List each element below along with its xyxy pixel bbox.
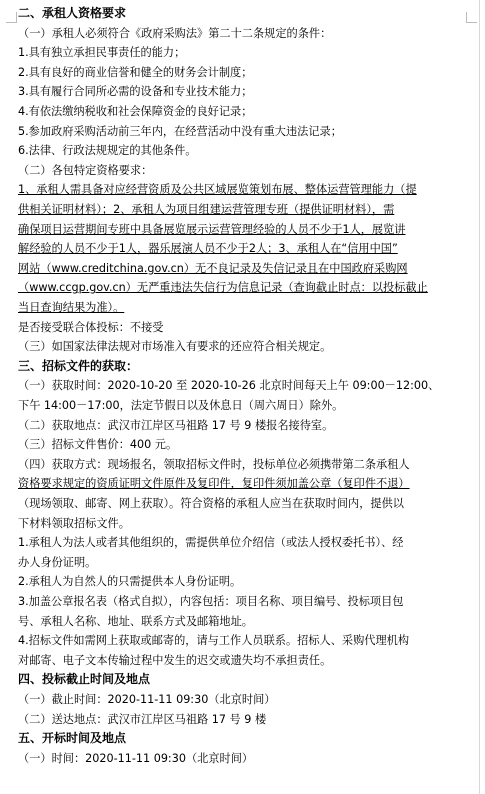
text-line: 下午 14:00－17:00，法定节假日以及休息日（周六周日）除外。 (18, 399, 344, 412)
text-line: （二）各包特定资格要求： (18, 163, 153, 177)
text-line: 1.承租人为法人或者其他组织的，需提供单位介绍信（或法人授权委托书）、经 (18, 536, 404, 550)
text-line: （www.ccgp.gov.cn）无严重违法失信行为信息记录（查询截止时点：以投标截止 (18, 281, 428, 295)
text-line: （二）获取地点：武汉市江岸区马祖路 17 号 9 楼报名接待室。 (18, 418, 334, 432)
text-line: 对邮寄、电子文本传输过程中发生的迟交或遗失均不承担责任。 (18, 653, 332, 667)
text-line: （三）如国家法律法规对市场准入有要求的还应符合相关规定。 (18, 340, 332, 354)
text-line: 确保项目运营期间专班中具备展览展示运营管理经验的人员不少于1人，展览讲 (18, 222, 406, 236)
page-edge (479, 0, 480, 794)
text-line: 办人身份证明。 (18, 555, 97, 569)
text-line: 下材料领取招标文件。 (18, 516, 130, 530)
text-line: （一）获取时间：2020-10-20 至 2020-10-26 北京时间每天上午 09:00－12:00、 (18, 379, 440, 393)
text-line: （现场领取、邮寄、网上获取）。符合资格的承租人应当在获取时间内，提供以 (18, 497, 404, 510)
document-page (14, 0, 480, 794)
text-line: （一）承租人必须符合《政府采购法》第二十二条规定的条件： (18, 26, 332, 40)
corner-mark-left (6, 12, 17, 23)
text-line: 网站（www.creditchina.gov.cn）无不良记录及失信记录且在中国政府采购网 (18, 261, 408, 275)
text-line: 资格要求规定的资质证明文件原件及复印件，复印件须加盖公章（复印件不退） (18, 477, 410, 491)
text-line: 2.具有良好的商业信誉和健全的财务会计制度； (18, 65, 253, 79)
text-line: （一）时间：2020-11-11 09:30（北京时间） (18, 751, 254, 765)
text-line: 3.具有履行合同所必需的设备和专业技术能力； (18, 85, 253, 99)
text-line: 号、承租人名称、地址、联系方式及邮箱地址。 (18, 614, 253, 628)
section-heading: 四、投标截止时间及地点 (18, 672, 151, 687)
text-line: 解经验的人员不少于1人，器乐展演人员不少于2人；3、承租人在“信用中国” (18, 242, 398, 256)
section-heading: 三、招标文件的获取： (18, 358, 139, 373)
text-line: 是否接受联合体投标：不接受 (18, 320, 164, 334)
text-line: （四）获取方式：现场报名，领取招标文件时，投标单位必须携带第二条承租人 (18, 457, 410, 471)
text-line: 2.承租人为自然人的只需提供本人身份证明。 (18, 575, 242, 589)
text-line: 供相关证明材料）；2、承租人为项目组建运营管理专班（提供证明材料），需 (18, 203, 395, 216)
text-line: 4.有依法缴纳税收和社会保障资金的良好记录； (18, 105, 253, 118)
text-line: 1.具有独立承担民事责任的能力； (18, 46, 186, 60)
section-heading: 五、开标时间及地点 (18, 731, 127, 746)
text-line: （三）招标文件售价：400 元。 (18, 438, 178, 452)
text-line: 1、承租人需具备对应经营资质及公共区域展览策划布展、整体运营管理能力（提 (18, 183, 417, 197)
text-line: （一）截止时间：2020-11-11 09:30（北京时间） (18, 693, 276, 706)
text-line: 3.加盖公章报名表（格式自拟），内容包括：项目名称、项目编号、投标项目包 (18, 595, 404, 608)
text-line: 当日查询结果为准）。 (18, 301, 125, 314)
text-line: 5.参加政府采购活动前三年内，在经营活动中没有重大违法记录； (18, 124, 342, 138)
text-line: 4.招标文件如需网上获取或邮寄的，请与工作人员联系。招标人、采购代理机构 (18, 634, 410, 648)
text-line: 6.法律、行政法规规定的其他条件。 (18, 144, 197, 158)
section-heading: 二、承租人资格要求 (18, 6, 127, 20)
text-line: （二）送达地点：武汉市江岸区马祖路 17 号 9 楼 (18, 712, 267, 726)
